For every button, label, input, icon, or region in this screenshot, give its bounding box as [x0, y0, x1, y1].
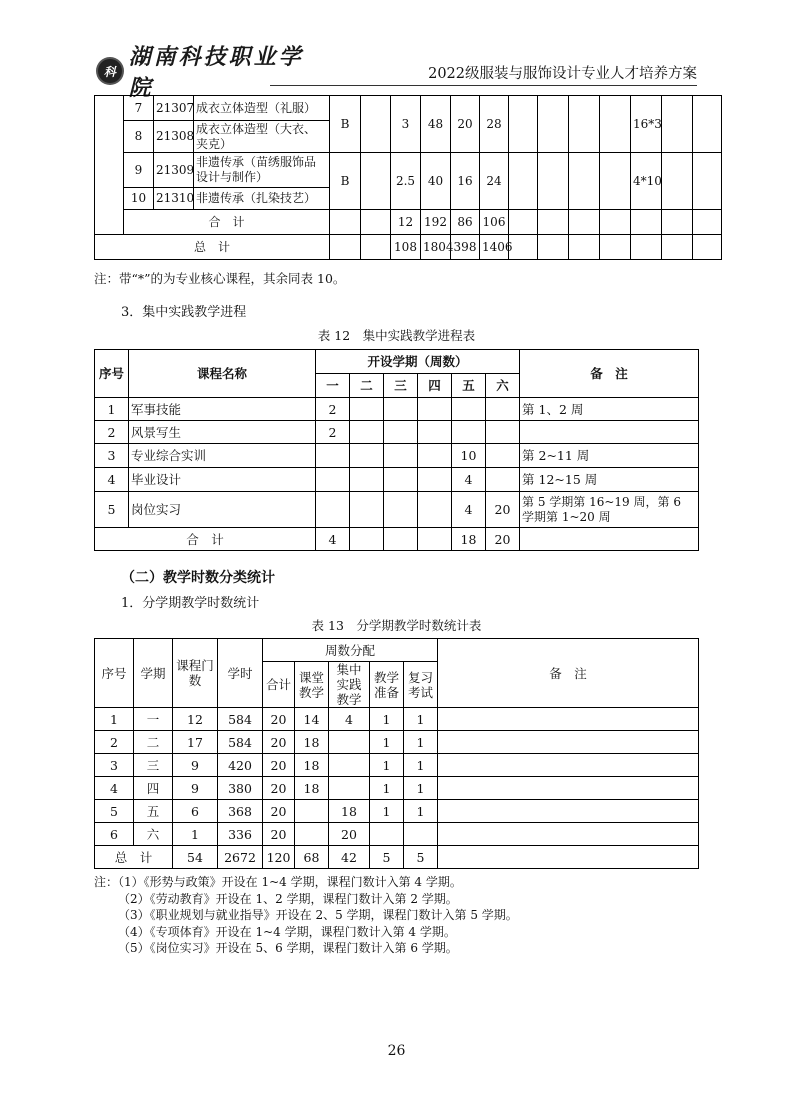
notes-block [94, 874, 704, 957]
table-row: 6 六 1 336 20 20 [95, 823, 699, 846]
table-header-row: 合计 课堂教学 集中实践教学 教学准备 复习考试 [95, 662, 699, 708]
col-name: 课程名称 [129, 350, 316, 398]
note-item: （2）《劳动教育》开设在 1、2 学期，课程门数计入第 2 学期。 [118, 891, 458, 906]
table-row: 4 四 9 380 20 18 1 1 [95, 777, 699, 800]
school-name: 湖南科技职业学院 [128, 44, 304, 101]
table-row: 7 21307 成衣立体造型（礼服） B 3 48 20 28 16*3 [95, 96, 722, 121]
note-item: （3）《职业规划与就业指导》开设在 2、5 学期，课程门数计入第 5 学期。 [118, 908, 518, 922]
table-note: 注：带“*”的为专业核心课程，其余同表 10。 [94, 271, 346, 286]
note-item: （5）《岗位实习》开设在 5、6 学期，课程门数计入第 6 学期。 [118, 941, 458, 955]
total-row: 总 计 108 1804 398 1406 [95, 235, 722, 260]
school-logo [96, 44, 326, 101]
note-item: （4）《专项体育》开设在 1~4 学期，课程门数计入第 4 学期。 [118, 924, 456, 939]
table-header-row: 一 二 三 四 五 六 [95, 374, 699, 398]
subtotal-row: 合 计 12 192 86 106 [95, 210, 722, 235]
total-row: 合 计 4 18 20 [95, 528, 699, 551]
course-table-continued [94, 95, 722, 260]
table-header-row: 序号 学期 课程门数 学时 周数分配 备 注 [95, 639, 699, 662]
page-number: 26 [387, 1043, 406, 1059]
table-row: 3 专业综合实训 10 第 2~11 周 [95, 444, 699, 468]
table-row: 2 二 17 584 20 18 1 1 [95, 731, 699, 754]
col-no: 序号 [95, 350, 129, 398]
term-hours-table [94, 638, 699, 869]
section-heading: 3．集中实践教学进程 [121, 305, 247, 320]
table-row: 4 毕业设计 4 第 12~15 周 [95, 468, 699, 492]
document-title: 2022级服装与服饰设计专业人才培养方案 [428, 66, 697, 82]
table-row: 3 三 9 420 20 18 1 1 [95, 754, 699, 777]
subsection-heading: 1．分学期教学时数统计 [121, 596, 260, 611]
table-caption: 表 13 分学期教学时数统计表 [311, 618, 482, 633]
table-row: 10 21310 非遗传承（扎染技艺） [95, 188, 722, 210]
note-item: 注：（1）《形势与政策》开设在 1~4 学期，课程门数计入第 4 学期。 [94, 875, 462, 889]
table-row: 5 岗位实习 4 20 第 5 学期第 16~19 周，第 6 学期第 1~20 周 [95, 492, 699, 528]
section-heading: （二）教学时数分类统计 [121, 570, 275, 586]
table-caption: 表 12 集中实践教学进程表 [317, 328, 476, 343]
table-header-row [95, 350, 699, 374]
practice-schedule-table [94, 349, 699, 551]
table-row: 1 军事技能 2 第 1、2 周 [95, 398, 699, 421]
school-emblem-icon: 科 [96, 57, 124, 85]
total-row: 总 计 54 2672 120 68 42 5 5 [95, 846, 699, 869]
table-row: 8 21308 成衣立体造型（大衣、夹克） [95, 121, 722, 153]
header-divider [270, 85, 697, 86]
table-row: 5 五 6 368 20 18 1 1 [95, 800, 699, 823]
table-row: 9 21309 非遗传承（苗绣服饰品设计与制作） B 2.5 40 16 24 4*10 [95, 153, 722, 188]
table-row: 2 风景写生 2 [95, 421, 699, 444]
col-period: 开设学期（周数） [316, 350, 520, 374]
col-remark: 备 注 [520, 350, 699, 398]
table-row: 1 一 12 584 20 14 4 1 1 [95, 708, 699, 731]
